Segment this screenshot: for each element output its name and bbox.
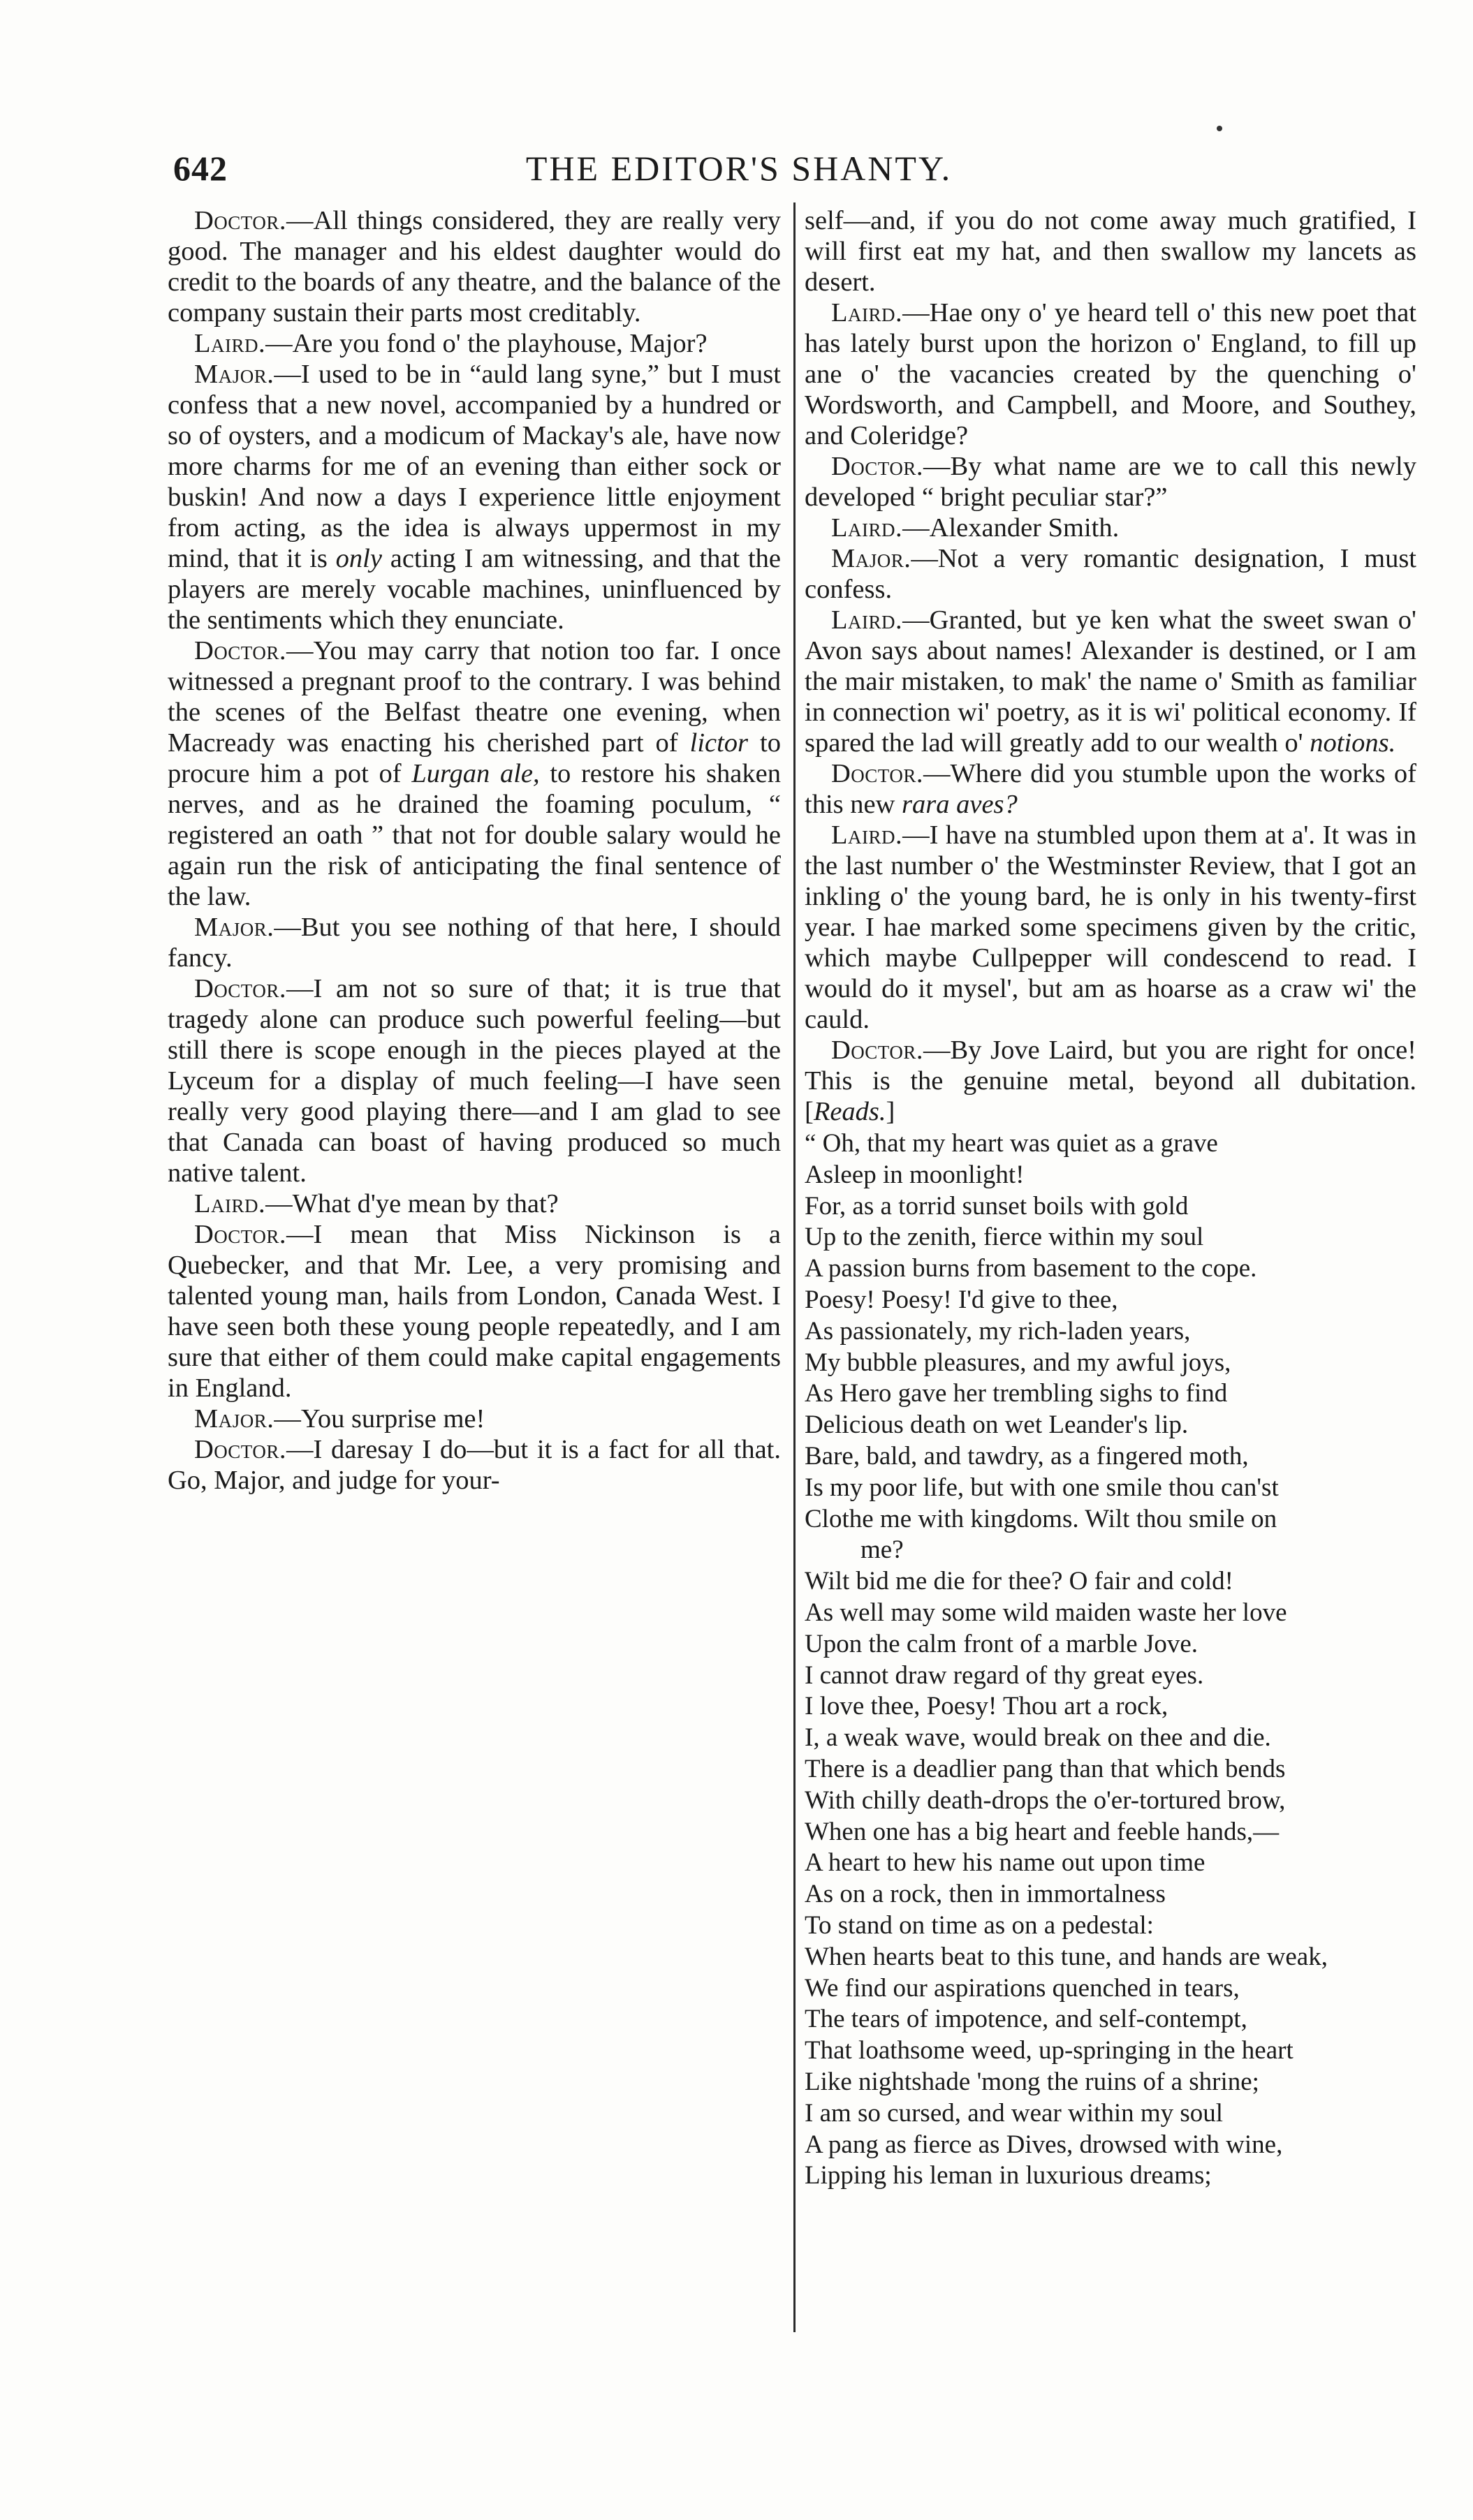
column-divider: [793, 202, 796, 2332]
paragraph: Doctor.—By what name are we to call this newly developed “ bright peculiar star?”: [805, 452, 1416, 512]
poem-line: I am so cursed, and wear within my soul: [805, 2098, 1224, 2128]
paragraph: Major.—You surprise me!: [194, 1404, 485, 1434]
page-number: 642: [173, 149, 228, 188]
poem-line: A pang as fierce as Dives, drowsed with wine,: [805, 2130, 1283, 2159]
poem-line: A passion burns from basement to the cope.: [805, 1254, 1257, 1283]
running-title: THE EDITOR'S SHANTY.: [525, 149, 953, 188]
paragraph-continued: self—and, if you do not come away much gratified, I will first eat my hat, and then swallow my lancets as desert.: [805, 206, 1416, 297]
poem-line: When one has a big heart and feeble hands,—: [805, 1817, 1280, 1846]
poem-line: When hearts beat to this tune, and hands are weak,: [805, 1942, 1328, 1971]
poem-line: As on a rock, then in immortalness: [805, 1880, 1166, 1909]
poem-line: With chilly death-drops the o'er-tortured brow,: [805, 1785, 1286, 1815]
poem-line: Wilt bid me die for thee? O fair and cold!: [805, 1567, 1233, 1596]
paragraph: Laird.—Alexander Smith.: [831, 513, 1120, 543]
poem-line: As Hero gave her trembling sighs to find: [805, 1379, 1228, 1408]
speaker: Doctor.: [194, 974, 286, 1003]
paragraph: Doctor.—I daresay I do—but it is a fact for all that. Go, Major, and judge for your-: [168, 1435, 781, 1495]
poem-line-turnover: me?: [860, 1535, 904, 1565]
speaker: Laird.: [831, 513, 903, 543]
speaker: Doctor.: [194, 1435, 286, 1464]
poem-line: Bare, bald, and tawdry, as a fingered moth,: [805, 1441, 1249, 1471]
poem-line: Is my poor life, but with one smile thou can'st: [805, 1473, 1279, 1502]
poem-line: To stand on time as on a pedestal:: [805, 1910, 1154, 1940]
speaker: Major.: [194, 360, 274, 389]
speaker: Laird.: [194, 1189, 266, 1218]
poem-line: My bubble pleasures, and my awful joys,: [805, 1348, 1231, 1377]
poem-line: We find our aspirations quenched in tears,: [805, 1973, 1240, 2003]
speaker: Laird.: [194, 329, 266, 358]
paragraph: Doctor.—Where did you stumble upon the works of this new rara aves?: [805, 759, 1416, 819]
speaker: Laird.: [831, 605, 903, 635]
speaker: Doctor.: [194, 636, 286, 665]
poem-line: For, as a torrid sunset boils with gold: [805, 1191, 1189, 1221]
poem-line: A heart to hew his name out upon time: [805, 1848, 1205, 1878]
poem-excerpt: [805, 1128, 1416, 2192]
poem-line: Delicious death on wet Leander's lip.: [805, 1410, 1189, 1440]
paragraph: Major.—But you see nothing of that here, I should fancy.: [168, 913, 781, 973]
poem-line: Like nightshade 'mong the ruins of a shrine;: [805, 2067, 1259, 2096]
poem-line: Clothe me with kingdoms. Wilt thou smile on: [805, 1504, 1277, 1533]
speaker: Major.: [194, 913, 274, 942]
speaker: Doctor.: [831, 452, 923, 481]
poem-line: I, a weak wave, would break on thee and die.: [805, 1723, 1271, 1753]
speaker: Doctor.: [194, 1220, 286, 1249]
poem-line: Asleep in moonlight!: [805, 1160, 1025, 1189]
poem-line: “ Oh, that my heart was quiet as a grave: [805, 1129, 1218, 1158]
paragraph: Laird.—Hae ony o' ye heard tell o' this new poet that has lately burst upon the horizon o' England, to fill up ane o' the vacancies created by the quenching o' Wordsworth, and Campbell, and Moore, and Southey, and Coleridge?: [805, 298, 1416, 450]
ink-speck: [1217, 126, 1222, 131]
poem-line: As passionately, my rich-laden years,: [805, 1316, 1191, 1346]
poem-line: Upon the calm front of a marble Jove.: [805, 1629, 1199, 1658]
poem-line: As well may some wild maiden waste her love: [805, 1598, 1287, 1627]
poem-line: Poesy! Poesy! I'd give to thee,: [805, 1285, 1118, 1314]
paragraph: Laird.—Granted, but ye ken what the sweet swan o' Avon says about names! Alexander is destined, or I am the mair mistaken, to mak' the name o' Smith as familiar in connection wi' poetry, as it is wi' political economy. If spared the lad will greatly add to our wealth o' notions.: [805, 605, 1416, 758]
poem-line: Lipping his leman in luxurious dreams;: [805, 2161, 1212, 2190]
speaker: Major.: [194, 1404, 274, 1434]
paragraph: Major.—I used to be in “auld lang syne,” but I must confess that a new novel, accompanied by a hundred or so of oysters, and a modicum of Mackay's ale, have now more charms for me of an evening than either sock or buskin! And now a days I experience little enjoyment from acting, as the idea is always uppermost in my mind, that it is only acting I am witnessing, and that the players are merely vocable machines, uninfluenced by the sentiments which they enunciate.: [168, 360, 781, 635]
poem-line: Up to the zenith, fierce within my soul: [805, 1223, 1204, 1252]
paragraph: Doctor.—I am not so sure of that; it is true that tragedy alone can produce such powerful feeling—but still there is scope enough in the pieces played at the Lyceum for a display of much feeling—I have seen really very good playing there—and I am glad to see that Canada can boast of having produced so much native talent.: [168, 974, 781, 1188]
running-header: [173, 148, 1305, 200]
poem-line: There is a deadlier pang than that which bends: [805, 1754, 1286, 1783]
paragraph: Major.—Not a very romantic designation, I must confess.: [805, 544, 1416, 604]
speaker: Doctor.: [831, 1036, 923, 1065]
paragraph: Laird.—I have na stumbled upon them at a'. It was in the last number o' the Westminster Review, that I got an inkling o' the young bard, he is only in his twenty-first year. I hae marked some specimens given by the critic, which maybe Cullpepper will condescend to read. I would do it mysel', but am as hoarse as a craw wi' the cauld.: [805, 820, 1416, 1034]
left-column: [168, 205, 781, 1496]
speaker: Laird.: [831, 298, 903, 327]
speaker: Laird.: [831, 820, 903, 850]
paragraph: Laird.—What d'ye mean by that?: [194, 1189, 559, 1218]
right-column: [805, 205, 1416, 2192]
poem-line: I love thee, Poesy! Thou art a rock,: [805, 1692, 1168, 1721]
speaker: Major.: [831, 544, 911, 573]
paragraph: Doctor.—You may carry that notion too far. I once witnessed a pregnant proof to the contrary. I was behind the scenes of the Belfast theatre one evening, when Macready was enacting his cherished part of lictor to procure him a pot of Lurgan ale, to restore his shaken nerves, and as he drained the foaming poculum, “ registered an oath ” that not for double salary would he again run the risk of anticipating the final sentence of the law.: [168, 636, 782, 911]
poem-line: That loathsome weed, up-springing in the heart: [805, 2036, 1294, 2065]
paragraph: Laird.—Are you fond o' the playhouse, Major?: [194, 329, 708, 358]
paragraph: Doctor.—All things considered, they are really very good. The manager and his eldest daughter would do credit to the boards of any theatre, and the balance of the company sustain their parts most creditably.: [168, 206, 781, 327]
paragraph: Doctor.—By Jove Laird, but you are right for once! This is the genuine metal, beyond all dubitation. [Reads.]: [805, 1036, 1416, 1126]
poem-line: The tears of impotence, and self-contempt,: [805, 2005, 1247, 2034]
paragraph: Doctor.—I mean that Miss Nickinson is a Quebecker, and that Mr. Lee, a very promising and talented young man, hails from London, Canada West. I have seen both these young people repeatedly, and I am sure that either of them could make capital engagements in England.: [168, 1220, 781, 1403]
speaker: Doctor.: [194, 206, 286, 235]
poem-line: I cannot draw regard of thy great eyes.: [805, 1660, 1204, 1690]
speaker: Doctor.: [831, 759, 923, 788]
